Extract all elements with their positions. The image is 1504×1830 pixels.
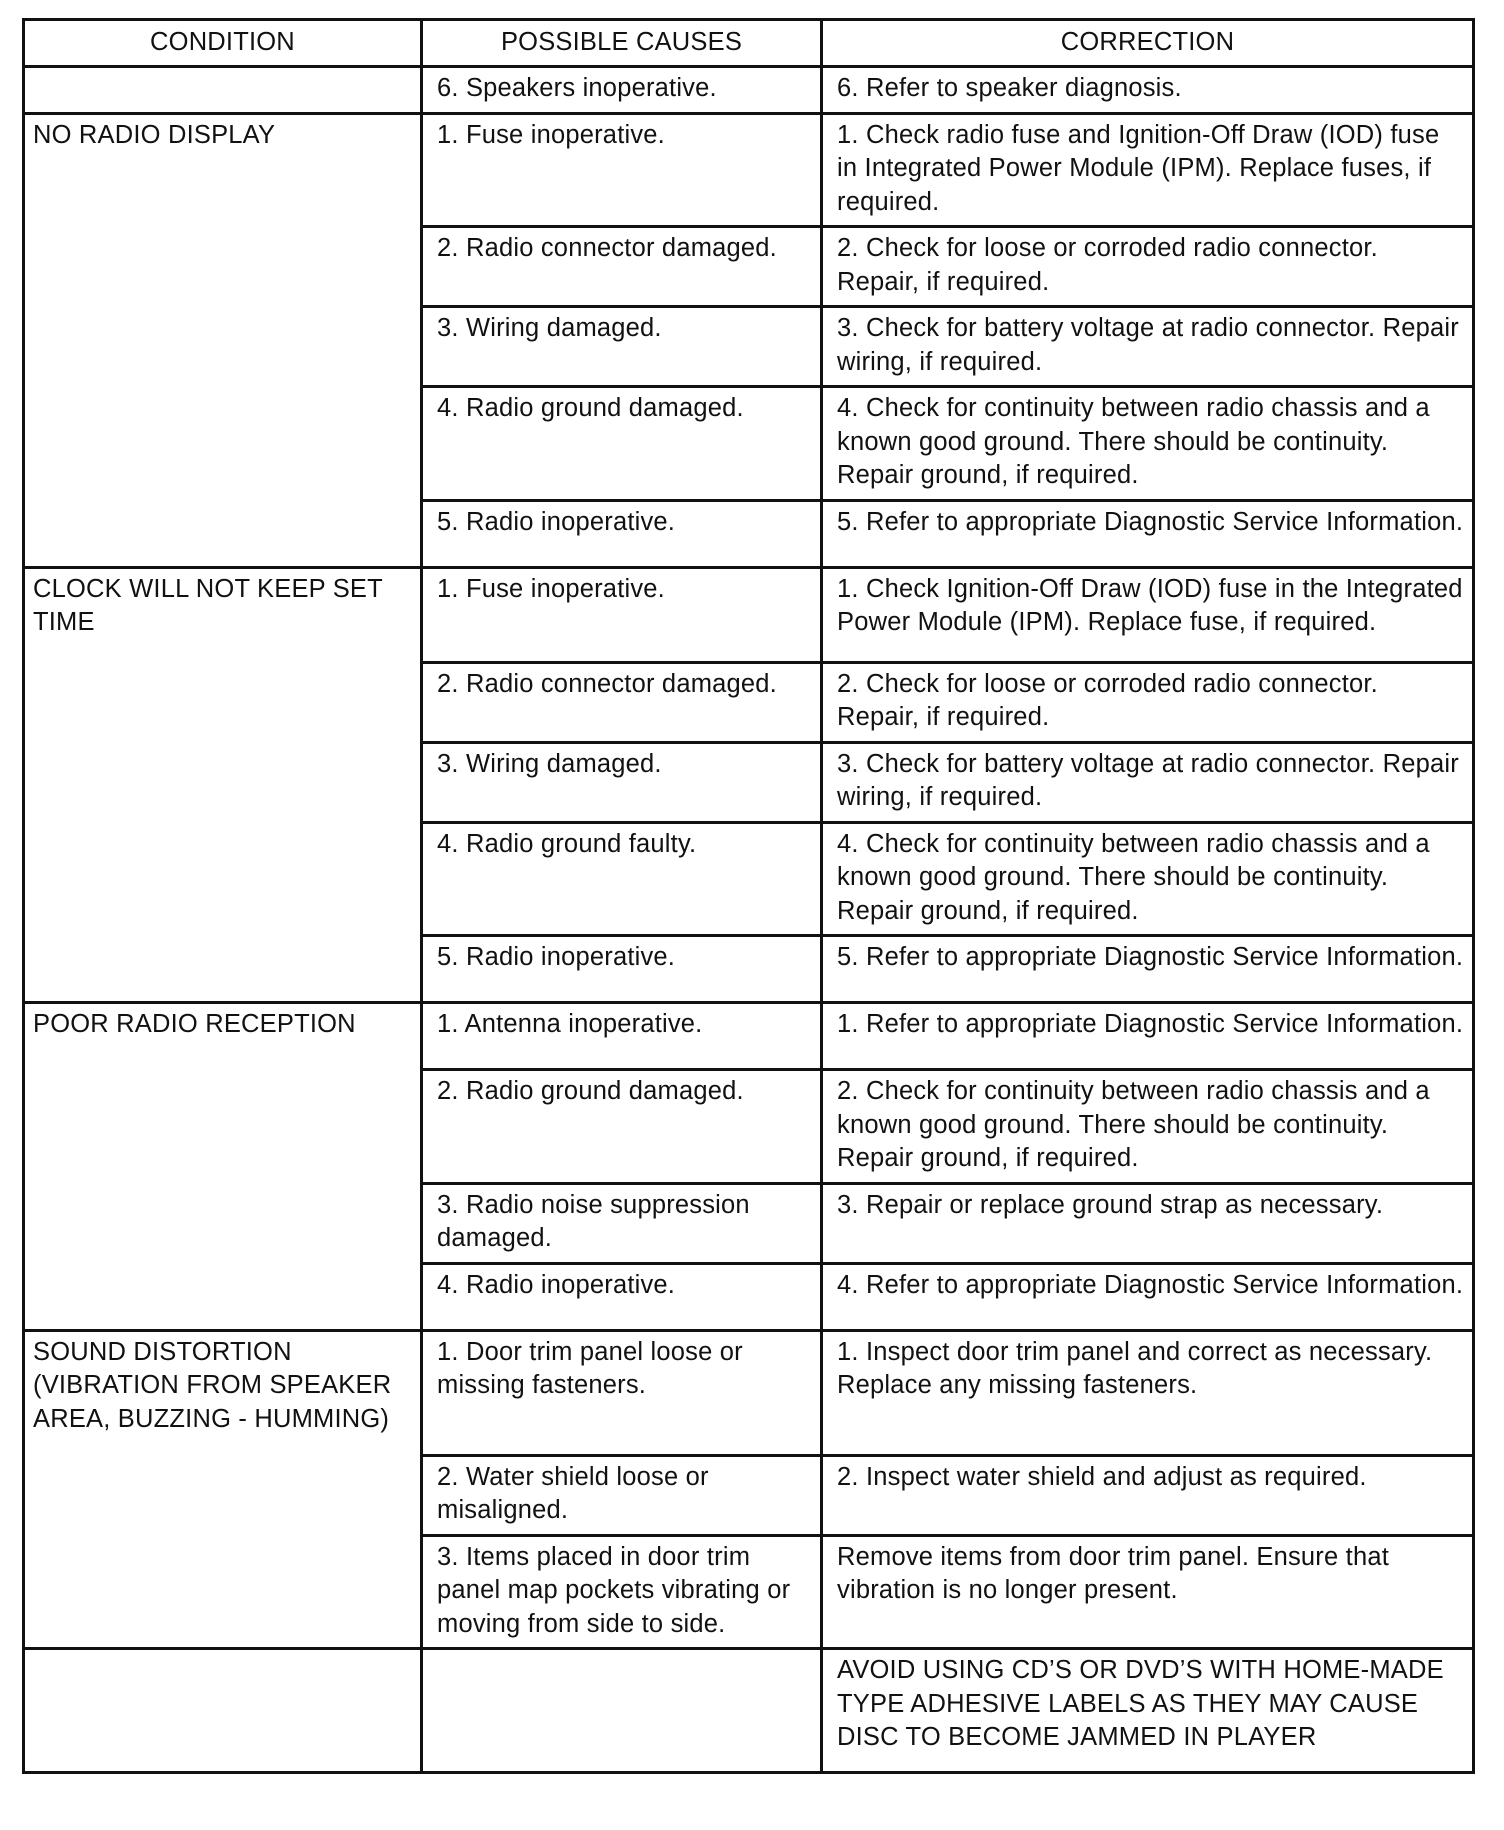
correction-cell: 3. Repair or replace ground strap as necessary. bbox=[822, 1183, 1474, 1263]
table-row bbox=[24, 567, 1474, 662]
cause-cell: 3. Items placed in door trim panel map pockets vibrating or moving from side to side. bbox=[422, 1535, 822, 1649]
correction-cell: 5. Refer to appropriate Diagnostic Service Information. bbox=[822, 500, 1474, 567]
condition-cell: POOR RADIO RECEPTION bbox=[24, 1003, 422, 1331]
correction-cell: 1. Inspect door trim panel and correct as necessary. Replace any missing fasteners. bbox=[822, 1330, 1474, 1455]
condition-cell bbox=[24, 1649, 422, 1773]
correction-cell: 4. Refer to appropriate Diagnostic Service Information. bbox=[822, 1263, 1474, 1330]
cause-cell: 1. Antenna inoperative. bbox=[422, 1003, 822, 1070]
cause-cell: 2. Radio connector damaged. bbox=[422, 662, 822, 742]
cause-cell: 2. Water shield loose or misaligned. bbox=[422, 1455, 822, 1535]
table-row bbox=[24, 1330, 1474, 1455]
table-row bbox=[24, 113, 1474, 227]
correction-cell: Remove items from door trim panel. Ensure that vibration is no longer present. bbox=[822, 1535, 1474, 1649]
correction-cell: 5. Refer to appropriate Diagnostic Service Information. bbox=[822, 936, 1474, 1003]
header-row bbox=[24, 20, 1474, 67]
correction-cell: 1. Refer to appropriate Diagnostic Service Information. bbox=[822, 1003, 1474, 1070]
correction-cell: 1. Check Ignition-Off Draw (IOD) fuse in the Integrated Power Module (IPM). Replace fuse, if required. bbox=[822, 567, 1474, 662]
header-condition: CONDITION bbox=[24, 20, 422, 67]
cause-cell: 4. Radio ground faulty. bbox=[422, 822, 822, 936]
correction-cell: 3. Check for battery voltage at radio connector. Repair wiring, if required. bbox=[822, 742, 1474, 822]
correction-cell: 6. Refer to speaker diagnosis. bbox=[822, 67, 1474, 114]
correction-cell: 1. Check radio fuse and Ignition-Off Draw (IOD) fuse in Integrated Power Module (IPM). Replace fuses, if required. bbox=[822, 113, 1474, 227]
header-correction: CORRECTION bbox=[822, 20, 1474, 67]
cause-cell: 1. Door trim panel loose or missing fasteners. bbox=[422, 1330, 822, 1455]
cause-cell: 3. Wiring damaged. bbox=[422, 742, 822, 822]
correction-cell: 4. Check for continuity between radio chassis and a known good ground. There should be continuity. Repair ground, if required. bbox=[822, 822, 1474, 936]
correction-cell: 2. Check for continuity between radio chassis and a known good ground. There should be continuity. Repair ground, if required. bbox=[822, 1070, 1474, 1184]
condition-cell: CLOCK WILL NOT KEEP SET TIME bbox=[24, 567, 422, 1003]
correction-cell: AVOID USING CD’S OR DVD’S WITH HOME-MADE TYPE ADHESIVE LABELS AS THEY MAY CAUSE DISC TO BECOME JAMMED IN PLAYER bbox=[822, 1649, 1474, 1773]
table-row bbox=[24, 1649, 1474, 1773]
cause-cell: 4. Radio ground damaged. bbox=[422, 387, 822, 501]
cause-cell: 3. Radio noise suppression damaged. bbox=[422, 1183, 822, 1263]
cause-cell: 2. Radio connector damaged. bbox=[422, 227, 822, 307]
table-row bbox=[24, 1003, 1474, 1070]
header-possible-causes: POSSIBLE CAUSES bbox=[422, 20, 822, 67]
cause-cell: 2. Radio ground damaged. bbox=[422, 1070, 822, 1184]
cause-cell: 1. Fuse inoperative. bbox=[422, 567, 822, 662]
correction-cell: 3. Check for battery voltage at radio connector. Repair wiring, if required. bbox=[822, 307, 1474, 387]
correction-cell: 4. Check for continuity between radio chassis and a known good ground. There should be continuity. Repair ground, if required. bbox=[822, 387, 1474, 501]
cause-cell: 3. Wiring damaged. bbox=[422, 307, 822, 387]
condition-cell bbox=[24, 67, 422, 114]
cause-cell: 5. Radio inoperative. bbox=[422, 936, 822, 1003]
cause-cell bbox=[422, 1649, 822, 1773]
table-row bbox=[24, 67, 1474, 114]
correction-cell: 2. Check for loose or corroded radio connector. Repair, if required. bbox=[822, 662, 1474, 742]
condition-cell: NO RADIO DISPLAY bbox=[24, 113, 422, 567]
correction-cell: 2. Check for loose or corroded radio connector. Repair, if required. bbox=[822, 227, 1474, 307]
cause-cell: 1. Fuse inoperative. bbox=[422, 113, 822, 227]
cause-cell: 4. Radio inoperative. bbox=[422, 1263, 822, 1330]
cause-cell: 6. Speakers inoperative. bbox=[422, 67, 822, 114]
correction-cell: 2. Inspect water shield and adjust as required. bbox=[822, 1455, 1474, 1535]
table-body bbox=[24, 67, 1474, 1773]
diagnosis-table bbox=[22, 18, 1475, 1774]
condition-cell: SOUND DISTORTION (VIBRATION FROM SPEAKER AREA, BUZZING - HUMMING) bbox=[24, 1330, 422, 1649]
cause-cell: 5. Radio inoperative. bbox=[422, 500, 822, 567]
